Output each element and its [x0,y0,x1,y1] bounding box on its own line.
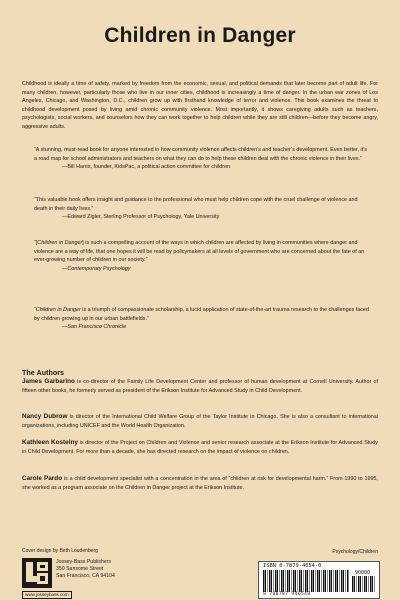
intro-paragraph: Childhood is ideally a time of safety, marked by freedom from the economic, sexual, and political demands that later become part of adult life. For many children, however, particularly those who live in our inner cities, childhood is increasingly a time of danger. In the urban war zones of Los Angeles, Chicago, and Washington, D.C., children grow up with firsthand knowledge of terror and violence. This book examines the threat to childhood development posed by living amid chronic community violence. Most importantly, it shows caregiving adults such as teachers, psychologists, social workers, and counselors how they can work together to help children while they are still children—before they become angry, aggressive adults. [22,81,378,130]
barcode-main-bars [263,570,349,592]
quote-2 [34,196,370,222]
author-bio-text: is co-director of the Family Life Development Center and professor of human development at Cornell University. Author of fifteen other books, he formerly served as president of the Erikson Institute for Advanced Study in Child Development. [22,379,378,394]
barcode-addon-bars [352,576,376,592]
author-bio-1 [22,378,378,395]
quote-4 [34,306,370,332]
quote-4-attribution: —San Francisco Chronicle [62,324,127,331]
quote-3 [34,239,370,273]
quote-2-attribution: —Edward Zigler, Sterling Professor of Psychology, Yale University [62,214,220,221]
publisher-address [56,559,115,580]
author-bio-2 [22,413,378,430]
quote-3-text: “[Children in Danger] is such a compelling account of the ways in which children are affected by living in communities where danger and violence are a way of life, that one hopes it will be read by policymakers at all levels of government who are concerned about the fate of an ever-growing number of children in our society.” [34,240,365,264]
author-bio-3 [22,439,378,456]
authors-heading: The Authors [22,368,65,377]
author-name: James Garbarino [22,378,75,385]
publisher-website-link[interactable]: www.josseybass.com [22,591,72,599]
isbn-number: ISBN 0-7879-4654-0 [263,563,322,569]
quote-3-book-title: Children in Danger [37,240,83,246]
author-bio-4 [22,475,378,492]
quote-4-book-title: Children in Danger [35,307,81,313]
price-code: 90000 [355,570,371,576]
author-name: Kathleen Kostelny [22,439,78,446]
barcode-digits: 9 780787 946548 [263,592,311,597]
quote-2-text: “This valuable book offers insight and guidance to the professional who must help children cope with the cruel challenge of violence and death in their daily lives.” [34,197,358,212]
quote-4-text: “Children in Danger is a triumph of compassionate scholarship, a lucid application of state-of-the-art trauma research to the challenges faced by children growing up in our urban battlefields.” [34,307,370,322]
author-bio-text: is director of the International Child Welfare Group of the Taylor Institute in Chicago. She is also a consultant to international organizations, including UNICEF and the World Health Organization. [22,414,378,429]
publisher-street: 350 Sansome Street [56,566,104,572]
quote-3-attribution: —Contemporary Psychology [62,265,131,272]
publisher-city: San Francisco, CA 94104 [56,573,115,579]
publisher-logo-icon [22,558,52,588]
quote-1 [34,146,370,172]
author-bio-text: is a child development specialist with a concentration in the area of “children at risk for developmental harm.” From 1990 to 1995, she worked as a program associate on the Children in Danger project at the Erikson Institute. [22,476,378,491]
quote-1-attribution: —Bill Harris, founder, KidsPac, a political action committee for children [62,164,231,171]
book-title: Children in Danger [104,24,296,47]
cover-design-credit: Cover design by Beth Loudenberg [22,548,98,554]
quote-1-text: “A stunning, must-read book for anyone interested in how community violence affects children’s and teacher’s development. Even better, it’s a road map for school administrators and teachers on what they can do to help these children deal with the chronic violence in their lives.” [34,147,368,162]
publisher-name: Jossey-Bass Publishers [56,559,112,565]
isbn-barcode [258,561,380,599]
author-bio-text: is director of the Project on Children and Violence and senior research associate at the Erikson Institute for Advanced Study in Child Development. For more than a decade, she has directed research on the impact of violence on children. [22,440,378,455]
author-name: Nancy Dubrow [22,413,68,420]
author-name: Carole Pardo [22,475,63,482]
book-category: Psychology/Children [332,549,378,555]
